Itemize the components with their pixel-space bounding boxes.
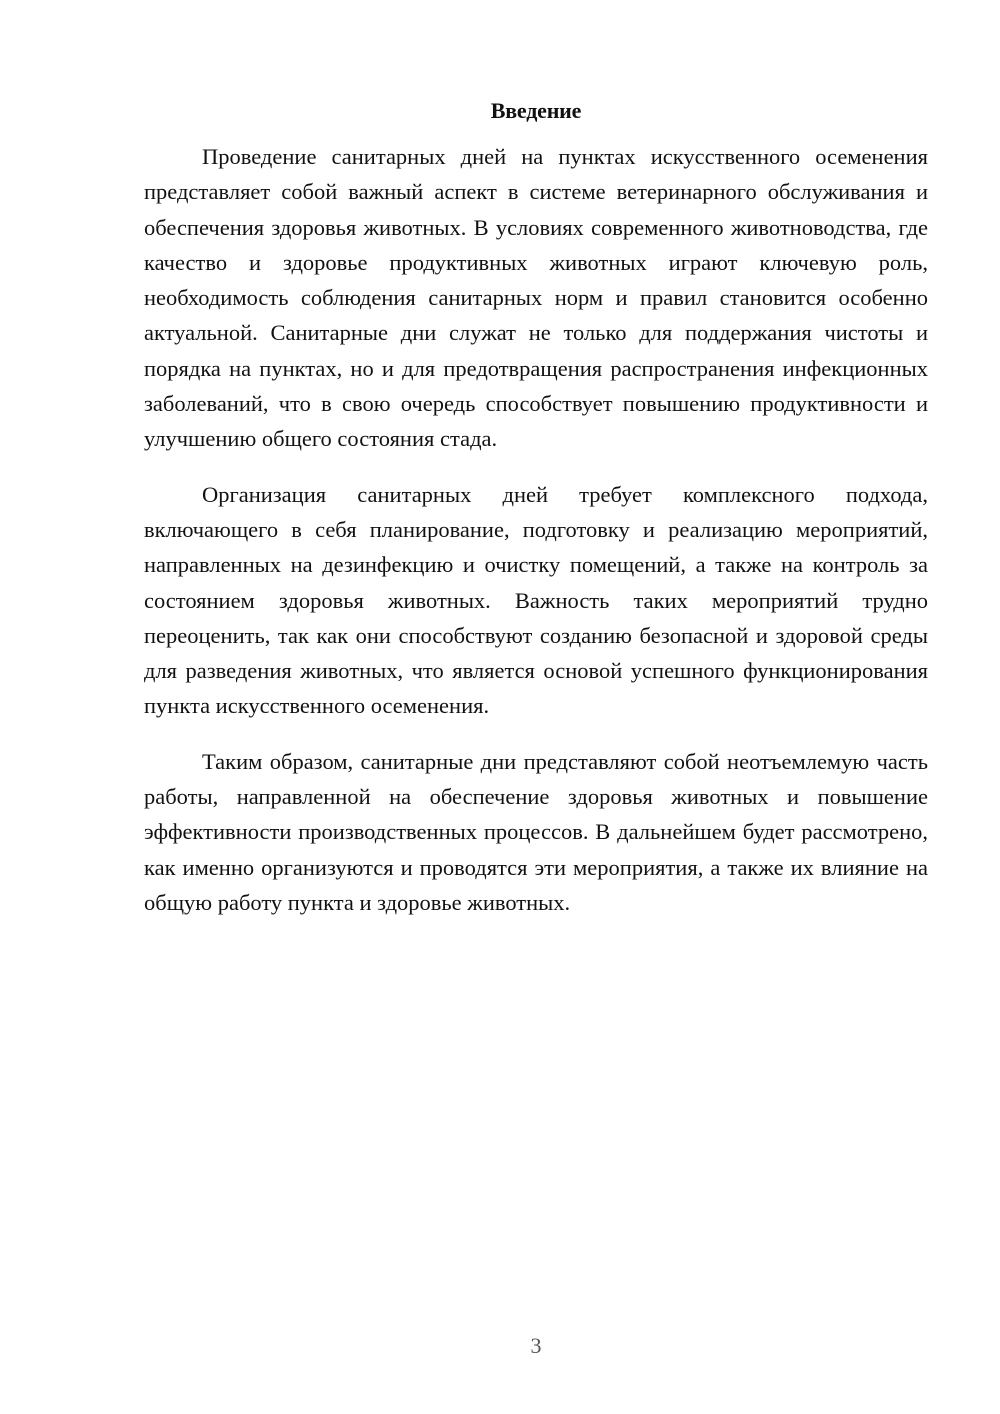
paragraph-intro: Проведение санитарных дней на пунктах искусственного осеменения представляет собой важный аспект в системе ветеринарного обслуживания и обеспечения здоровья животных. В условиях современного животноводства, где качество и здоровье продуктивных животных играют ключевую роль, необходимость соблюдения санитарных норм и правил становится особенно актуальной. Санитарные дни служат не только для поддержания чистоты и порядка на пунктах, но и для предотвращения распространения инфекционных заболеваний, что в свою очередь способствует повышению продуктивности и улучшению общего состояния стада.	[144, 144, 928, 452]
section-heading: Введение	[490, 98, 582, 123]
page-number: 3	[530, 1333, 542, 1358]
paragraph-conclusion: Таким образом, санитарные дни представляют собой неотъемлемую часть работы, направленной на обеспечение здоровья животных и повышение эффективности производственных процессов. В дальнейшем будет рассмотрено, как именно организуются и проводятся эти мероприятия, а также их влияние на общую работу пункта и здоровье животных.	[144, 748, 928, 915]
page-content	[144, 95, 928, 920]
paragraph-organization: Организация санитарных дней требует комплексного подхода, включающего в себя планирование, подготовку и реализацию мероприятий, направленных на дезинфекцию и очистку помещений, а также на контроль за состоянием здоровья животных. Важность таких мероприятий трудно переоценить, так как они способствуют созданию безопасной и здоровой среды для разведения животных, что является основой успешного функционирования пункта искусственного осеменения.	[144, 481, 928, 719]
